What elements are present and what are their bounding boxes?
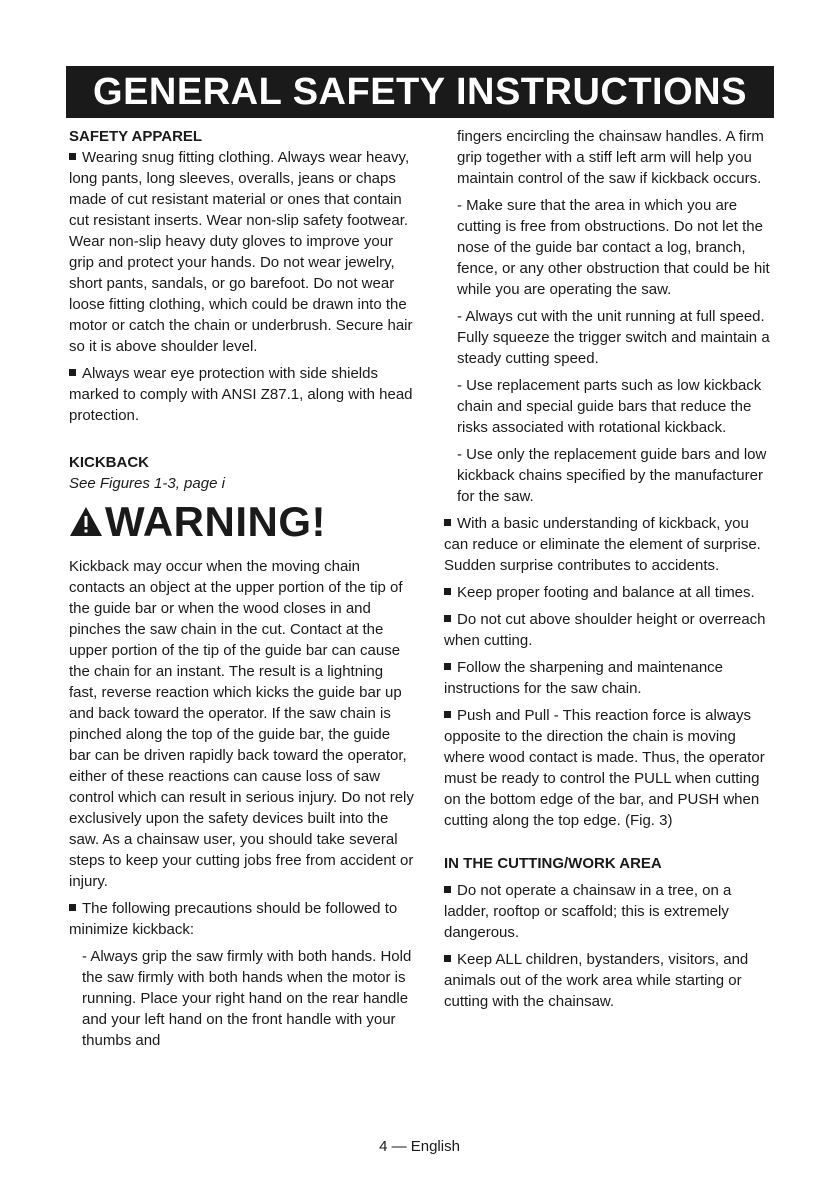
- bullet-icon: [69, 153, 76, 160]
- grip-instruction: - Always grip the saw firmly with both hands. Hold the saw firmly with both hands when the motor is running. Place your right hand on the rear handle and your left hand on the front handle with your thumbs and: [82, 948, 412, 1049]
- section-banner: [66, 66, 774, 118]
- apparel-paragraph-1: Wearing snug fitting clothing. Always wear heavy, long pants, long sleeves, overalls, jeans or chaps made of cut resistant material or ones that contain cut resistant inserts. Wear non-slip safety footwear. Wear non-slip heavy duty gloves to improve your grip and protect your hands. Do not wear jewelry, short pants, sandals, or go barefoot. Do not wear loose fitting clothing, which could be drawn into the motor or catch the chain or underbrush. Secure hair so it is above shoulder level.: [69, 149, 413, 355]
- bullet-no-tree: Do not operate a chainsaw in a tree, on a ladder, rooftop or scaffold; this is extremely dangerous.: [444, 882, 732, 941]
- apparel-paragraph-2: Always wear eye protection with side shields marked to comply with ANSI Z87.1, along with head protection.: [69, 365, 413, 424]
- kickback-heading: KICKBACK: [69, 454, 149, 471]
- bullet-footing: Keep proper footing and balance at all times.: [444, 582, 776, 603]
- bullet-keep-away: Keep ALL children, bystanders, visitors, and animals out of the work area while starting or cutting with the chainsaw.: [444, 951, 749, 1010]
- safety-apparel-heading: SAFETY APPAREL: [69, 128, 203, 145]
- bullet-push-pull: Push and Pull - This reaction force is always opposite to the direction the chain is moving where wood contact is made. Thus, the operator must be ready to control the PULL when cutting on the bottom edge of the bar, and PUSH when cutting along the top edge. (Fig. 3): [444, 707, 765, 829]
- page-title: GENERAL SAFETY INSTRUCTIONS: [93, 70, 747, 113]
- bullet-icon: [69, 369, 76, 376]
- bullet-shoulder-height: Do not cut above shoulder height or overreach when cutting.: [444, 611, 766, 649]
- bullet-kickback-understanding: With a basic understanding of kickback, you can reduce or eliminate the element of surprise. Sudden surprise contributes to accidents.: [444, 515, 761, 574]
- bullet-icon: [69, 904, 76, 911]
- bullet-icon: [444, 615, 451, 622]
- kickback-figure-reference: See Figures 1-3, page i: [69, 475, 225, 492]
- bullet-sharpening: Follow the sharpening and maintenance instructions for the saw chain.: [444, 659, 724, 697]
- right-column: [444, 126, 776, 1018]
- warning-triangle-icon: [69, 505, 103, 539]
- precaution-dash-1: - Make sure that the area in which you are cutting is free from obstructions. Do not let the nose of the guide bar contact a log, branch, fence, or any other obstruction that could be hit while you are operating the saw.: [457, 197, 770, 298]
- bullet-icon: [444, 519, 451, 526]
- left-column: [69, 126, 414, 1057]
- page-number: 4 — English: [379, 1138, 460, 1155]
- warning-callout: [69, 498, 414, 546]
- precaution-dash-3: - Use replacement parts such as low kickback chain and special guide bars that reduce the risks associated with rotational kickback.: [457, 377, 762, 436]
- bullet-icon: [444, 955, 451, 962]
- bullet-icon: [444, 663, 451, 670]
- bullet-icon: [444, 886, 451, 893]
- cutting-area-heading: IN THE CUTTING/WORK AREA: [444, 855, 662, 872]
- bullet-icon: [444, 711, 451, 718]
- precaution-dash-4: - Use only the replacement guide bars and low kickback chains specified by the manufacturer for the saw.: [457, 446, 767, 505]
- warning-text: Kickback may occur when the moving chain contacts an object at the upper portion of the tip of the guide bar or when the wood closes in and pinches the saw chain in the cut. Contact at the upper portion of the tip of the guide bar can cause the chain for an instant. The result is a lightning fast, reverse reaction which kicks the guide bar up and back toward the operator. If the saw chain is pinched along the top of the guide bar, the guide bar can be driven rapidly back toward the operator, either of these reactions can cause loss of saw control which can result in serious injury. Do not rely exclusively upon the safety devices built into the saw. As a chainsaw user, you should take several steps to keep your cutting jobs free from accident or injury.: [69, 558, 414, 890]
- warning-label: WARNING!: [105, 498, 326, 545]
- precaution-dash-2: - Always cut with the unit running at full speed. Fully squeeze the trigger switch and maintain a steady cutting speed.: [457, 308, 770, 367]
- bullet-icon: [444, 588, 451, 595]
- precautions-intro: The following precautions should be followed to minimize kickback:: [69, 900, 398, 938]
- grip-instruction-continued: fingers encircling the chainsaw handles. A firm grip together with a stiff left arm will help you maintain control of the saw if kickback occurs.: [457, 128, 764, 187]
